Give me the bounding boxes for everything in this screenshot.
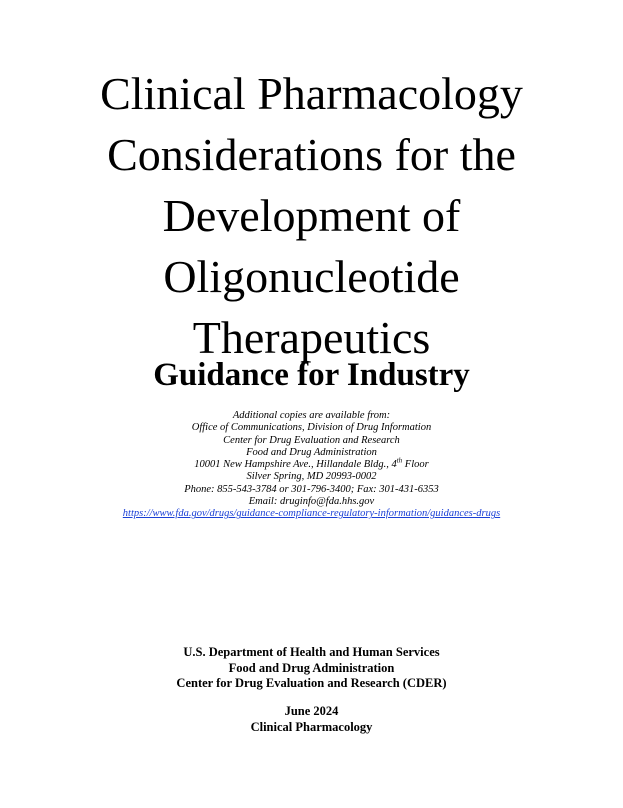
guidance-url-link[interactable]: https://www.fda.gov/drugs/guidance-compliance-regulatory-information/guidances-drugs: [122, 508, 501, 520]
title-line: Development of: [162, 190, 461, 241]
contact-intro: Additional copies are available from:: [232, 410, 391, 421]
publication-date: June 2024: [284, 704, 339, 718]
document-subtitle: Guidance for Industry: [153, 357, 470, 393]
issuing-agency-block: [0, 645, 623, 692]
agency-name: Food and Drug Administration: [228, 660, 395, 675]
document-title: [0, 63, 623, 368]
contact-email: Email: druginfo@fda.hhs.gov: [248, 496, 375, 508]
address-floor-suffix: th: [396, 456, 403, 465]
title-line: Clinical Pharmacology: [100, 68, 523, 119]
title-line: Considerations for the: [107, 129, 516, 180]
contact-agency: Food and Drug Administration: [246, 446, 377, 458]
contact-city: Silver Spring, MD 20993-0002: [246, 471, 377, 483]
publication-info-block: [0, 704, 623, 735]
center-name: Center for Drug Evaluation and Research (CDER): [176, 676, 447, 690]
contact-url-row: [0, 508, 623, 520]
title-line: Therapeutics: [192, 312, 431, 363]
contact-center: Center for Drug Evaluation and Research: [223, 434, 400, 446]
address-floor: Floor: [402, 459, 429, 471]
contact-phone: Phone: 855-543-3784 or 301-796-3400; Fax: 301-431-6353: [184, 483, 439, 495]
title-line: Oligonucleotide: [163, 251, 460, 302]
address-street: 10001 New Hampshire Ave., Hillandale Bldg., 4: [194, 459, 397, 471]
contact-info-block: [0, 410, 623, 521]
contact-address: [0, 456, 623, 471]
department-name: U.S. Department of Health and Human Services: [183, 645, 440, 659]
guidance-category: Clinical Pharmacology: [250, 719, 373, 734]
contact-office: Office of Communications, Division of Drug Information: [191, 422, 432, 434]
